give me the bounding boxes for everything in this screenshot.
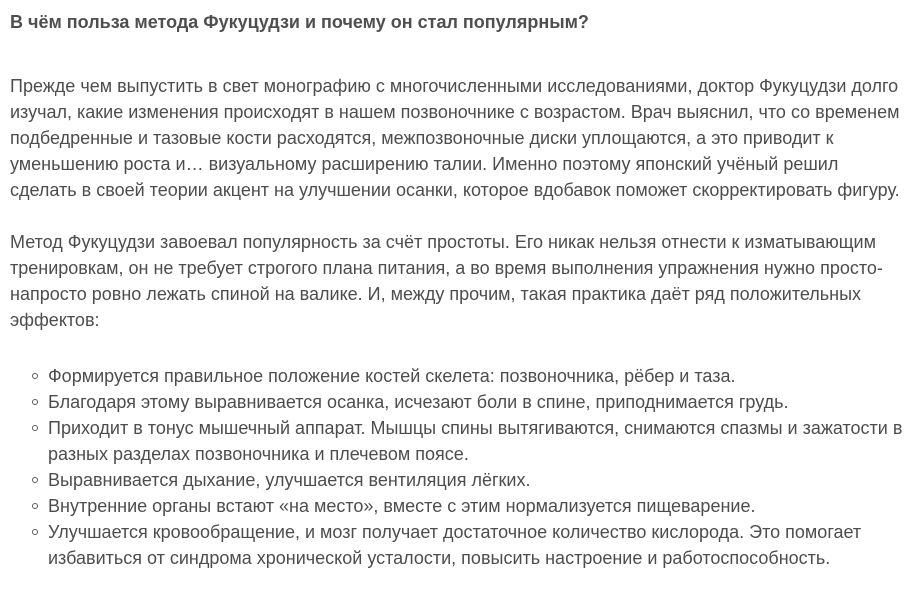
- list-item-text: Внутренние органы встают «на место», вместе с этим нормализуется пищеварение.: [48, 496, 756, 516]
- circle-bullet-icon: [32, 425, 38, 431]
- circle-bullet-icon: [32, 399, 38, 405]
- circle-bullet-icon: [32, 503, 38, 509]
- circle-bullet-icon: [32, 529, 38, 535]
- list-item: [10, 519, 908, 571]
- list-item: [10, 415, 908, 467]
- list-item-text: Формируется правильное положение костей скелета: позвоночника, рёбер и таза.: [48, 366, 736, 386]
- benefits-list: [10, 363, 908, 571]
- list-item: [10, 493, 908, 519]
- list-item-text: Улучшается кровообращение, и мозг получает достаточное количество кислорода. Это помогает избавиться от синдрома хронической усталости, повысить настроение и работоспособность.: [48, 522, 862, 568]
- article-paragraph: Метод Фукуцудзи завоевал популярность за счёт простоты. Его никак нельзя отнести к изматывающим тренировкам, он не требует строгого плана питания, а во время выполнения упражнения нужно просто-напросто ровно лежать спиной на валике. И, между прочим, такая практика даёт ряд положительных эффектов:: [10, 232, 883, 330]
- article-paragraph: Прежде чем выпустить в свет монографию с многочисленными исследованиями, доктор Фукуцудзи долго изучал, какие изменения происходят в нашем позвоночнике с возрастом. Врач выяснил, что со временем подбедренные и тазовые кости расходятся, межпозвоночные диски уплощаются, а это приводит к уменьшению роста и… визуальному расширению талии. Именно поэтому японский учёный решил сделать в своей теории акцент на улучшении осанки, которое вдобавок поможет скорректировать фигуру.: [10, 76, 900, 200]
- circle-bullet-icon: [32, 373, 38, 379]
- article-heading: В чём польза метода Фукуцудзи и почему он стал популярным?: [10, 12, 589, 32]
- list-item: [10, 389, 908, 415]
- list-item-text: Выравнивается дыхание, улучшается вентиляция лёгких.: [48, 470, 531, 490]
- list-item-text: Приходит в тонус мышечный аппарат. Мышцы спины вытягиваются, снимаются спазмы и зажатости в разных разделах позвоночника и плечевом поясе.: [48, 418, 903, 464]
- list-item: [10, 363, 908, 389]
- list-item-text: Благодаря этому выравнивается осанка, исчезают боли в спине, приподнимается грудь.: [48, 392, 789, 412]
- circle-bullet-icon: [32, 477, 38, 483]
- list-item: [10, 467, 908, 493]
